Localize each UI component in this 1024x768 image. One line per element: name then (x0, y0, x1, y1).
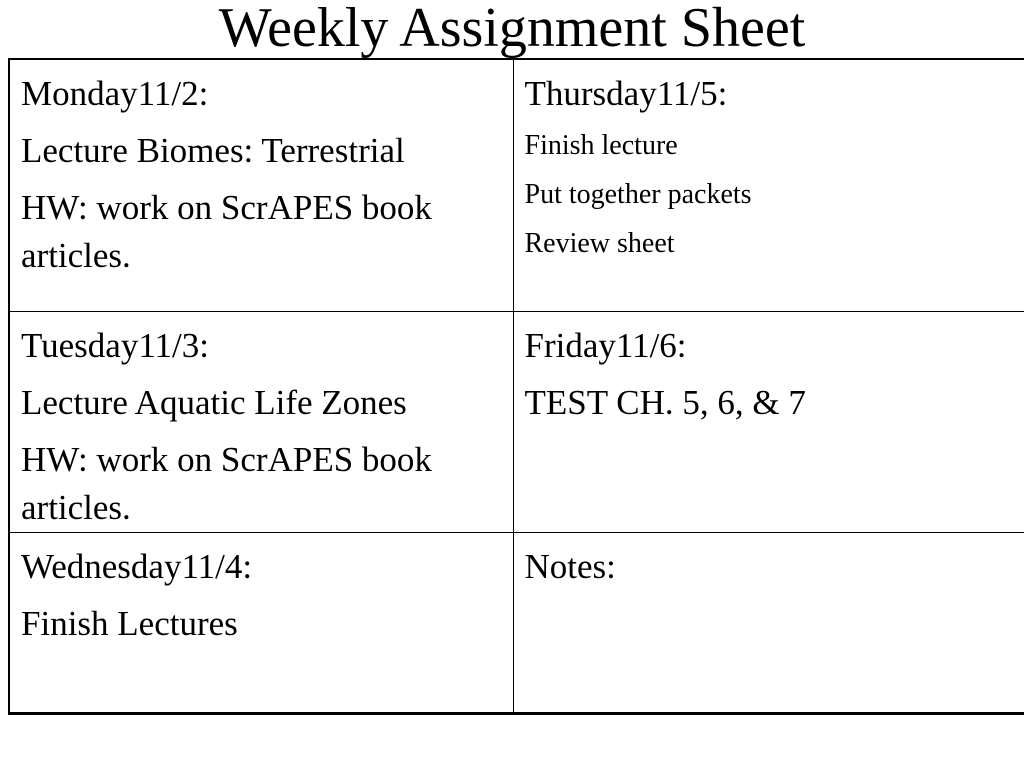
friday-test: TEST CH. 5, 6, & 7 (524, 382, 806, 422)
page-title: Weekly Assignment Sheet (218, 0, 806, 59)
tuesday-homework: HW: work on ScrAPES book articles. (21, 439, 432, 527)
thursday-cell (513, 59, 1024, 311)
thursday-item: Put together packets (524, 179, 752, 210)
tuesday-lecture: Lecture Aquatic Life Zones (21, 382, 407, 422)
table-row (9, 59, 1024, 311)
notes-cell (513, 532, 1024, 713)
assignment-table (8, 58, 1024, 715)
table-row (9, 311, 1024, 532)
friday-cell (513, 311, 1024, 532)
tuesday-cell (9, 311, 513, 532)
tuesday-heading: Tuesday11/3: (21, 325, 209, 365)
wednesday-heading: Wednesday11/4: (21, 546, 253, 586)
thursday-item: Review sheet (524, 228, 675, 259)
wednesday-cell (9, 532, 513, 713)
notes-heading: Notes: (524, 546, 616, 586)
monday-cell (9, 59, 513, 311)
thursday-heading: Thursday11/5: (524, 74, 728, 113)
table-row (9, 532, 1024, 713)
monday-lecture: Lecture Biomes: Terrestrial (21, 131, 405, 170)
wednesday-task: Finish Lectures (21, 603, 238, 643)
friday-heading: Friday11/6: (524, 325, 687, 365)
monday-heading: Monday11/2: (21, 74, 209, 113)
monday-homework: HW: work on ScrAPES book articles. (21, 188, 432, 275)
thursday-item: Finish lecture (524, 130, 678, 161)
